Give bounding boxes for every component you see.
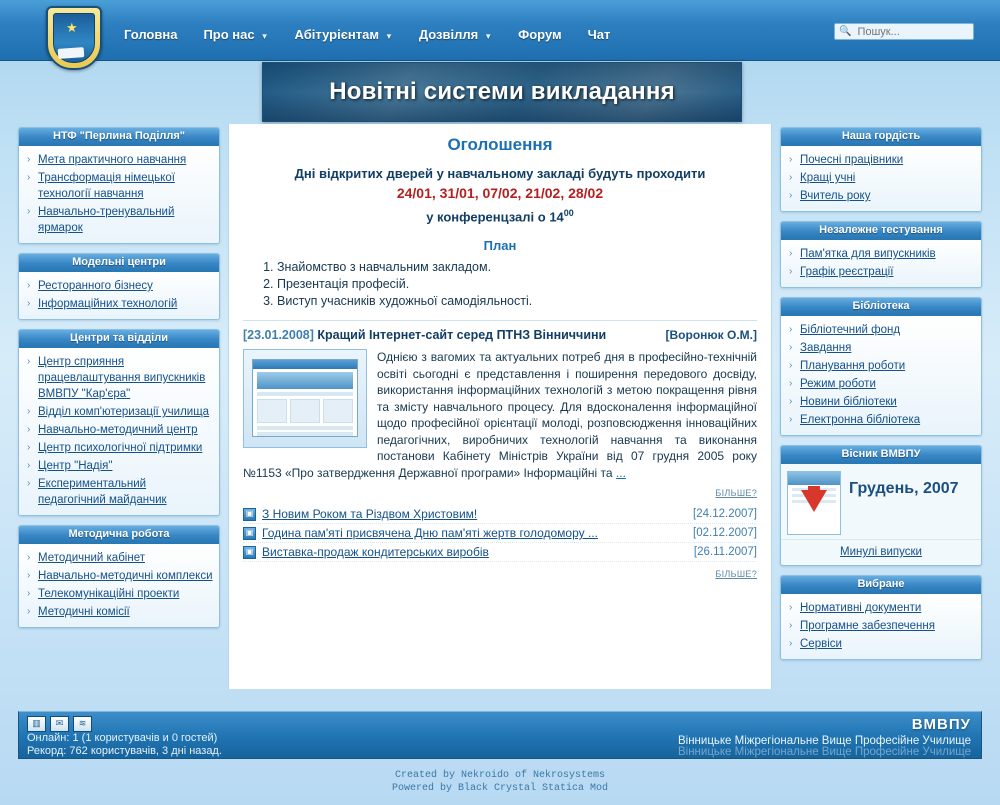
menu-item-chat[interactable] bbox=[576, 24, 623, 45]
sidebar-item-testing-0[interactable] bbox=[787, 245, 975, 263]
chevron-right-icon: › bbox=[789, 378, 793, 389]
footer-online: Онлайн: 1 (1 користувачів и 0 гостей) bbox=[27, 732, 218, 744]
sidebar-item-fav-1[interactable] bbox=[787, 617, 975, 635]
sidebar-item-method-1[interactable] bbox=[25, 567, 213, 585]
news-icon: ▣ bbox=[243, 508, 256, 521]
sidebar-item-centers-1[interactable] bbox=[25, 403, 213, 421]
footer-brand: ВМВПУ bbox=[911, 716, 971, 733]
sidebar-block-ntf bbox=[18, 127, 220, 244]
school-crest-icon[interactable]: ★ bbox=[46, 6, 102, 70]
chevron-right-icon: › bbox=[27, 154, 31, 165]
sidebar-item-label: Телекомунікаційні проекти bbox=[38, 588, 180, 600]
sidebar-item-library-0[interactable] bbox=[787, 321, 975, 339]
sidebar-block-testing-title: Незалежне тестування bbox=[781, 222, 981, 240]
sidebar-block-model-centers bbox=[18, 253, 220, 320]
chevron-right-icon: › bbox=[789, 154, 793, 165]
feature-more-row bbox=[243, 481, 757, 501]
hero-banner bbox=[262, 62, 742, 122]
news-item-title[interactable]: З Новим Роком та Різдвом Христовим! bbox=[262, 507, 478, 522]
sidebar-item-label: Планування роботи bbox=[800, 360, 906, 372]
chevron-right-icon: › bbox=[27, 356, 31, 367]
news-more-row bbox=[243, 562, 757, 582]
sidebar-item-library-1[interactable] bbox=[787, 339, 975, 357]
news-list-item[interactable] bbox=[243, 505, 757, 524]
menu-item-applicants-label: Абітурієнтам bbox=[294, 27, 379, 42]
chevron-right-icon: › bbox=[789, 324, 793, 335]
sidebar-block-model-centers-title: Модельні центри bbox=[19, 254, 219, 272]
sidebar-item-label: Кращі учні bbox=[800, 172, 856, 184]
sidebar-item-library-2[interactable] bbox=[787, 357, 975, 375]
sidebar-item-label: Навчально-методичний центр bbox=[38, 424, 198, 436]
visnyk-archive-link[interactable]: Минулі випуски bbox=[840, 546, 922, 558]
news-item-title[interactable]: Виставка-продаж кондитерських виробів bbox=[262, 545, 489, 560]
sidebar-item-label: Навчально-методичні комплекси bbox=[38, 570, 213, 582]
sidebar-item-pride-0[interactable] bbox=[787, 151, 975, 169]
chevron-right-icon: › bbox=[27, 206, 31, 217]
sidebar-item-ntf-1[interactable] bbox=[25, 169, 213, 203]
announcement-title: Оголошення bbox=[447, 135, 553, 154]
sidebar-item-fav-2[interactable] bbox=[787, 635, 975, 653]
sidebar-block-visnyk bbox=[780, 445, 982, 566]
feature-article-title[interactable]: Кращий Інтернет-сайт серед ПТНЗ Вінниччини bbox=[317, 328, 607, 343]
menu-item-forum-label: Форум bbox=[518, 27, 562, 42]
sidebar-item-label: Мета практичного навчання bbox=[38, 154, 187, 166]
menu-item-leisure-label: Дозвілля bbox=[418, 27, 479, 42]
plan-title: План bbox=[483, 238, 517, 254]
sidebar-block-favourites bbox=[780, 575, 982, 660]
sidebar-item-label: Почесні працівники bbox=[800, 154, 904, 166]
visnyk-issue-label: Грудень, 2007 bbox=[849, 480, 959, 497]
content-frame bbox=[18, 62, 982, 735]
sidebar-item-method-3[interactable] bbox=[25, 603, 213, 621]
rss-icon[interactable]: ≋ bbox=[73, 716, 92, 732]
chevron-right-icon: › bbox=[789, 172, 793, 183]
hero-banner-title: Новітні системи викладання bbox=[329, 78, 675, 105]
stats-icon[interactable]: ▥ bbox=[27, 716, 46, 732]
sidebar-item-ntf-0[interactable] bbox=[25, 151, 213, 169]
menu-item-forum[interactable] bbox=[506, 24, 573, 45]
sidebar-block-pride-title: Наша гордість bbox=[781, 128, 981, 146]
site-screenshot-thumb[interactable] bbox=[243, 349, 367, 448]
sidebar-item-centers-3[interactable] bbox=[25, 439, 213, 457]
news-more-link[interactable]: БІЛЬШЕ? bbox=[715, 569, 757, 580]
feature-article-inline-more[interactable]: ... bbox=[615, 465, 626, 480]
sidebar-block-testing bbox=[780, 221, 982, 288]
sidebar-item-label: Нормативні документи bbox=[800, 602, 922, 614]
sidebar-block-library bbox=[780, 297, 982, 436]
sidebar-item-centers-5[interactable] bbox=[25, 475, 213, 509]
news-icon: ▣ bbox=[243, 546, 256, 559]
sidebar-item-fav-0[interactable] bbox=[787, 599, 975, 617]
sidebar-item-centers-4[interactable] bbox=[25, 457, 213, 475]
menu-item-about[interactable] bbox=[191, 24, 280, 45]
chevron-right-icon: › bbox=[789, 620, 793, 631]
news-item-date: [26.11.2007] bbox=[693, 546, 757, 559]
feature-article-date: [23.01.2008] bbox=[243, 328, 314, 343]
chevron-right-icon: › bbox=[27, 606, 31, 617]
footer-org-name: Вінницьке Міжрегіональне Вище Професійне Училище bbox=[677, 735, 971, 747]
feature-article-author: [Воронюк О.М.] bbox=[665, 328, 757, 343]
sidebar-item-model-1[interactable] bbox=[25, 295, 213, 313]
news-list-item[interactable] bbox=[243, 524, 757, 543]
chevron-right-icon: › bbox=[27, 172, 31, 183]
sidebar-block-pride bbox=[780, 127, 982, 212]
news-list bbox=[243, 505, 757, 562]
sidebar-item-label: Центр сприяння працевлаштування випускників ВМВПУ "Кар'єра" bbox=[38, 356, 206, 400]
plan-list bbox=[243, 259, 757, 310]
chevron-right-icon: › bbox=[27, 406, 31, 417]
sidebar-item-label: Пам'ятка для випускників bbox=[800, 248, 936, 260]
plan-item: 1. Знайомство з навчальним закладом. bbox=[277, 259, 757, 276]
news-item-title[interactable]: Година пам'яті присвячена Дню пам'яті жертв голодомору ... bbox=[262, 526, 598, 541]
sidebar-item-testing-1[interactable] bbox=[787, 263, 975, 281]
sidebar-item-method-0[interactable] bbox=[25, 549, 213, 567]
sidebar-item-label: Методичні комісії bbox=[38, 606, 130, 618]
pdf-download-icon[interactable] bbox=[787, 471, 841, 535]
menu-item-applicants[interactable] bbox=[283, 24, 405, 45]
chevron-right-icon: › bbox=[789, 248, 793, 259]
feature-more-link[interactable]: БІЛЬШЕ? bbox=[715, 488, 757, 499]
sidebar-item-method-2[interactable] bbox=[25, 585, 213, 603]
credits-line-2: Powered by Black Crystal Statica Mod bbox=[391, 783, 609, 794]
chevron-right-icon: › bbox=[27, 588, 31, 599]
sidebar-item-label: Центр "Надія" bbox=[38, 460, 113, 472]
sidebar-block-favourites-title: Вибране bbox=[781, 576, 981, 594]
chevron-right-icon: › bbox=[789, 602, 793, 613]
chevron-right-icon: › bbox=[27, 424, 31, 435]
feature-article-text: Однією з вагомих та актуальних потреб дня в професійно-технічній освіті сьогодні є представлення і поширення передового досвіду, використання інформаційних технологій з метою покращення рівня та змісту навчального процесу. Для вдосконалення інформаційної щодо професійної орієнтації молоді, розповсюдження інноваційних педагогічних, виробничих технологій навчання та виконання постанови Кабінету Міністрів України від 07 грудня 2005 року №1153 «Про затвердження Державної програми» Інформаційні та bbox=[243, 350, 757, 480]
sidebar-item-library-5[interactable] bbox=[787, 411, 975, 429]
sidebar-item-label: Відділ комп'ютеризації училища bbox=[38, 406, 210, 418]
sidebar-item-label: Інформаційних технологій bbox=[38, 298, 178, 310]
left-sidebar bbox=[18, 127, 220, 637]
sidebar-item-label: Вчитель року bbox=[800, 190, 871, 202]
credits bbox=[0, 769, 1000, 795]
chevron-down-icon: ▼ bbox=[384, 32, 393, 41]
chevron-right-icon: › bbox=[789, 266, 793, 277]
sidebar-item-label: Програмне забезпечення bbox=[800, 620, 935, 632]
news-list-item[interactable] bbox=[243, 543, 757, 562]
sidebar-block-ntf-title: НТФ "Перлина Поділля" bbox=[19, 128, 219, 146]
chevron-right-icon: › bbox=[789, 396, 793, 407]
feature-article-header bbox=[243, 328, 757, 342]
chevron-right-icon: › bbox=[789, 360, 793, 371]
announcement-where-sup: 00 bbox=[563, 208, 574, 218]
menu-item-chat-label: Чат bbox=[587, 27, 611, 42]
main-menu bbox=[112, 24, 622, 45]
chevron-right-icon: › bbox=[789, 342, 793, 353]
sidebar-block-visnyk-title: Вісник ВМВПУ bbox=[781, 446, 981, 464]
sidebar-block-centers-title: Центри та відділи bbox=[19, 330, 219, 348]
announcement-line1: Дні відкритих дверей у навчальному закладі будуть проходити bbox=[294, 166, 706, 181]
sidebar-block-methodical-title: Методична робота bbox=[19, 526, 219, 544]
chevron-right-icon: › bbox=[789, 638, 793, 649]
chevron-right-icon: › bbox=[27, 280, 31, 291]
sidebar-item-label: Електронна бібліотека bbox=[800, 414, 921, 426]
sidebar-item-label: Новини бібліотеки bbox=[800, 396, 897, 408]
sidebar-item-library-4[interactable] bbox=[787, 393, 975, 411]
announcement-dates: 24/01, 31/01, 07/02, 21/02, 28/02 bbox=[396, 185, 604, 201]
sidebar-item-pride-2[interactable] bbox=[787, 187, 975, 205]
sidebar-item-centers-0[interactable] bbox=[25, 353, 213, 403]
search-icon: 🔍 bbox=[839, 26, 852, 37]
news-item-date: [24.12.2007] bbox=[693, 508, 757, 521]
sidebar-item-centers-2[interactable] bbox=[25, 421, 213, 439]
sidebar-item-label: Трансформація німецької технології навчання bbox=[38, 172, 175, 200]
site-footer bbox=[18, 711, 982, 759]
sidebar-item-label: Режим роботи bbox=[800, 378, 876, 390]
sidebar-item-label: Сервіси bbox=[800, 638, 842, 650]
chevron-right-icon: › bbox=[27, 460, 31, 471]
chevron-down-icon: ▼ bbox=[260, 32, 269, 41]
sidebar-item-library-3[interactable] bbox=[787, 375, 975, 393]
footer-icon-group bbox=[27, 716, 92, 732]
sidebar-item-label: Методичний кабінет bbox=[38, 552, 145, 564]
news-item-date: [02.12.2007] bbox=[693, 527, 757, 540]
chevron-right-icon: › bbox=[27, 570, 31, 581]
sidebar-item-label: Ресторанного бізнесу bbox=[38, 280, 153, 292]
chevron-right-icon: › bbox=[27, 478, 31, 489]
chevron-right-icon: › bbox=[789, 190, 793, 201]
sidebar-item-pride-1[interactable] bbox=[787, 169, 975, 187]
news-icon: ▣ bbox=[243, 527, 256, 540]
menu-item-leisure[interactable] bbox=[407, 24, 504, 45]
right-sidebar bbox=[780, 127, 982, 669]
sidebar-item-label: Експериментальний педагогічний майданчик bbox=[38, 478, 167, 506]
sidebar-block-library-title: Бібліотека bbox=[781, 298, 981, 316]
chevron-right-icon: › bbox=[27, 442, 31, 453]
footer-stats bbox=[27, 732, 222, 758]
menu-item-home[interactable] bbox=[112, 24, 189, 45]
divider bbox=[243, 320, 757, 321]
sidebar-item-label: Завдання bbox=[800, 342, 852, 354]
chevron-right-icon: › bbox=[27, 298, 31, 309]
chevron-right-icon: › bbox=[789, 414, 793, 425]
search-box[interactable] bbox=[834, 23, 974, 40]
credits-line-1: Created by Nekroido of Nekrosystems bbox=[394, 770, 606, 781]
sidebar-block-methodical bbox=[18, 525, 220, 628]
footer-record: Рекорд: 762 користувачів, 3 дні назад. bbox=[27, 745, 222, 757]
plan-item: 3. Виступ учасників художньої самодіяльності. bbox=[277, 293, 757, 310]
sidebar-item-label: Бібліотечний фонд bbox=[800, 324, 901, 336]
search-input[interactable] bbox=[855, 25, 971, 39]
sidebar-item-label: Графік реєстрації bbox=[800, 266, 894, 278]
main-content bbox=[228, 124, 772, 689]
plan-item: 2. Презентація професій. bbox=[277, 276, 757, 293]
menu-item-home-label: Головна bbox=[124, 27, 178, 42]
announcement-where-text: у конференцзалі о 14 bbox=[426, 209, 564, 225]
chevron-right-icon: › bbox=[27, 552, 31, 563]
announcement-where bbox=[243, 203, 757, 227]
sidebar-block-centers bbox=[18, 329, 220, 516]
sidebar-item-model-0[interactable] bbox=[25, 277, 213, 295]
mail-icon[interactable]: ✉ bbox=[50, 716, 69, 732]
sidebar-item-label: Навчально-тренувальний ярмарок bbox=[38, 206, 175, 234]
top-navigation-bar bbox=[0, 0, 1000, 61]
footer-org-name-ghost: Вінницьке Міжрегіональне Вище Професійне Училище bbox=[677, 746, 971, 758]
sidebar-item-label: Центр психологічної підтримки bbox=[38, 442, 203, 454]
sidebar-item-ntf-2[interactable] bbox=[25, 203, 213, 237]
chevron-down-icon: ▼ bbox=[484, 32, 493, 41]
menu-item-about-label: Про нас bbox=[203, 27, 255, 42]
